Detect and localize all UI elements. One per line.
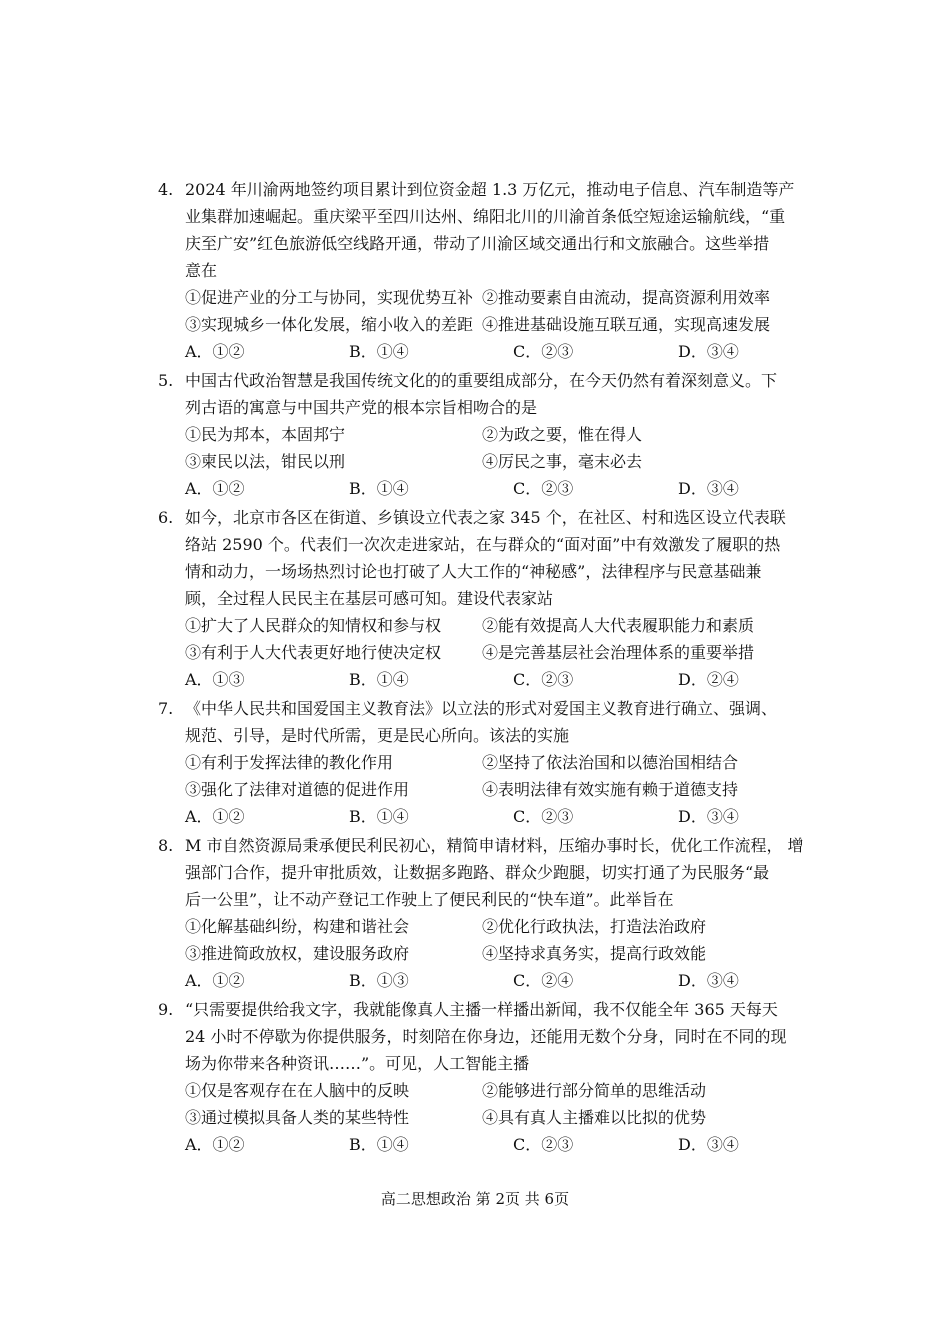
question-number: 8. [158, 836, 174, 855]
answer-choice-d[interactable]: D．③④ [678, 1135, 739, 1154]
statement-row [0, 612, 950, 639]
answer-choice-a[interactable]: A．①② [185, 1135, 245, 1154]
statement-row [0, 913, 950, 940]
question-9 [0, 996, 950, 1158]
page-footer: 高二思想政治 第 2页 共 6页 [380, 1190, 570, 1208]
statement-item: ③强化了法律对道德的促进作用 [185, 780, 410, 799]
statement-item: ①有利于发挥法律的教化作用 [185, 753, 394, 772]
question-text: 24 小时不停歇为你提供服务，时刻陪在你身边，还能用无数个分身，同时在不同的现 [185, 1027, 787, 1046]
statement-item: ②推动要素自由流动，提高资源利用效率 [482, 288, 771, 307]
statement-row [0, 776, 950, 803]
answer-choice-a[interactable]: A．①② [185, 971, 245, 990]
statement-row [0, 448, 950, 475]
question-stem-line [0, 558, 950, 585]
question-text: 络站 2590 个。代表们一次次走进家站，在与群众的“面对面”中有效激发了履职的热 [185, 535, 781, 554]
statement-item: ④推进基础设施互联互通，实现高速发展 [482, 315, 771, 334]
statement-item: ③推进简政放权，建设服务政府 [185, 944, 410, 963]
statement-item: ④具有真人主播难以比拟的优势 [482, 1108, 707, 1127]
question-stem-line [0, 695, 950, 722]
question-5 [0, 367, 950, 502]
question-list [0, 176, 950, 1160]
question-stem-line [0, 996, 950, 1023]
question-number: 6. [158, 508, 174, 527]
statement-row [0, 421, 950, 448]
question-text: 强部门合作，提升审批质效，让数据多跑路、群众少跑腿，切实打通了为民服务“最 [185, 863, 770, 882]
statement-item: ②优化行政执法，打造法治政府 [482, 917, 707, 936]
question-text: 《中华人民共和国爱国主义教育法》以立法的形式对爱国主义教育进行确立、强调、 [185, 699, 778, 718]
question-text: 场为你带来各种资讯……”。可见，人工智能主播 [185, 1054, 530, 1073]
statement-item: ①仅是客观存在在人脑中的反映 [185, 1081, 410, 1100]
answer-choice-d[interactable]: D．③④ [678, 807, 739, 826]
statement-item: ③柬民以法，钳民以刑 [185, 452, 346, 471]
answer-choice-a[interactable]: A．①② [185, 479, 245, 498]
answer-choices [0, 803, 950, 830]
question-text: M 市自然资源局秉承便民利民初心，精简申请材料，压缩办事时长，优化工作流程， 增 [185, 836, 804, 855]
statement-row [0, 749, 950, 776]
answer-choice-d[interactable]: D．③④ [678, 971, 739, 990]
statement-row [0, 284, 950, 311]
question-stem-line [0, 886, 950, 913]
question-stem-line [0, 531, 950, 558]
answer-choice-d[interactable]: D．③④ [678, 342, 739, 361]
statement-row [0, 639, 950, 666]
question-stem-line [0, 859, 950, 886]
statement-item: ④厉民之事，毫末必去 [482, 452, 643, 471]
answer-choice-a[interactable]: A．①③ [185, 670, 245, 689]
question-8 [0, 832, 950, 994]
answer-choice-b[interactable]: B．①③ [349, 971, 409, 990]
answer-choice-c[interactable]: C．②③ [513, 479, 574, 498]
statement-item: ④表明法律有效实施有赖于道德支持 [482, 780, 739, 799]
question-stem-line [0, 1023, 950, 1050]
statement-item: ①促进产业的分工与协同，实现优势互补 [185, 288, 474, 307]
question-6 [0, 504, 950, 693]
question-text: “只需要提供给我文字，我就能像真人主播一样播出新闻，我不仅能全年 365 天每天 [185, 1000, 778, 1019]
answer-choice-b[interactable]: B．①④ [349, 479, 409, 498]
question-text: 中国古代政治智慧是我国传统文化的的重要组成部分，在今天仍然有着深刻意义。下 [185, 371, 778, 390]
question-text: 业集群加速崛起。重庆梁平至四川达州、绵阳北川的川渝首条低空短途运输航线，“重 [185, 207, 786, 226]
question-stem-line [0, 585, 950, 612]
statement-item: ②能有效提高人大代表履职能力和素质 [482, 616, 755, 635]
question-text: 顾，全过程人民民主在基层可感可知。建设代表家站 [185, 589, 554, 608]
question-text: 列古语的寓意与中国共产党的根本宗旨相吻合的是 [185, 398, 538, 417]
answer-choices [0, 1131, 950, 1158]
question-text: 2024 年川渝两地签约项目累计到位资金超 1.3 万亿元，推动电子信息、汽车制造等产 [185, 180, 795, 199]
answer-choice-c[interactable]: C．②③ [513, 807, 574, 826]
question-stem-line [0, 230, 950, 257]
statement-row [0, 1077, 950, 1104]
statement-item: ②能够进行部分简单的思维活动 [482, 1081, 707, 1100]
answer-choice-b[interactable]: B．①④ [349, 342, 409, 361]
question-stem-line [0, 176, 950, 203]
question-number: 9. [158, 1000, 174, 1019]
statement-item: ④坚持求真务实，提高行政效能 [482, 944, 707, 963]
answer-choice-d[interactable]: D．③④ [678, 479, 739, 498]
answer-choices [0, 967, 950, 994]
question-stem-line [0, 504, 950, 531]
statement-row [0, 940, 950, 967]
statement-item: ④是完善基层社会治理体系的重要举措 [482, 643, 755, 662]
question-stem-line [0, 257, 950, 284]
question-stem-line [0, 203, 950, 230]
answer-choice-a[interactable]: A．①② [185, 342, 245, 361]
statement-item: ①民为邦本，本固邦宁 [185, 425, 346, 444]
statement-row [0, 311, 950, 338]
question-stem-line [0, 394, 950, 421]
question-text: 如今，北京市各区在街道、乡镇设立代表之家 345 个，在社区、村和选区设立代表联 [185, 508, 786, 527]
question-text: 后一公里”，让不动产登记工作驶上了便民利民的“快车道”。此举旨在 [185, 890, 674, 909]
statement-item: ③实现城乡一体化发展，缩小收入的差距 [185, 315, 474, 334]
question-4 [0, 176, 950, 365]
answer-choice-b[interactable]: B．①④ [349, 670, 409, 689]
statement-item: ①化解基础纠纷，构建和谐社会 [185, 917, 410, 936]
answer-choice-c[interactable]: C．②④ [513, 971, 574, 990]
answer-choices [0, 338, 950, 365]
question-number: 5. [158, 371, 174, 390]
answer-choice-b[interactable]: B．①④ [349, 1135, 409, 1154]
question-stem-line [0, 722, 950, 749]
statement-item: ②为政之要，惟在得人 [482, 425, 643, 444]
question-stem-line [0, 1050, 950, 1077]
question-text: 规范、引导，是时代所需，更是民心所向。该法的实施 [185, 726, 570, 745]
statement-item: ③通过模拟具备人类的某些特性 [185, 1108, 410, 1127]
answer-choice-b[interactable]: B．①④ [349, 807, 409, 826]
statement-item: ②坚持了依法治国和以德治国相结合 [482, 753, 739, 772]
answer-choice-c[interactable]: C．②③ [513, 342, 574, 361]
answer-choice-a[interactable]: A．①② [185, 807, 245, 826]
answer-choices [0, 666, 950, 693]
question-text: 情和动力，一场场热烈讨论也打破了人大工作的“神秘感”，法律程序与民意基础兼 [185, 562, 762, 581]
answer-choices [0, 475, 950, 502]
question-number: 4. [158, 180, 174, 199]
question-text: 庆至广安”红色旅游低空线路开通，带动了川渝区域交通出行和文旅融合。这些举措 [185, 234, 770, 253]
question-stem-line [0, 832, 950, 859]
question-7 [0, 695, 950, 830]
statement-item: ③有利于人大代表更好地行使决定权 [185, 643, 442, 662]
question-stem-line [0, 367, 950, 394]
statement-row [0, 1104, 950, 1131]
answer-choice-d[interactable]: D．②④ [678, 670, 739, 689]
question-text: 意在 [185, 261, 218, 280]
answer-choice-c[interactable]: C．②③ [513, 1135, 574, 1154]
answer-choice-c[interactable]: C．②③ [513, 670, 574, 689]
statement-item: ①扩大了人民群众的知情权和参与权 [185, 616, 442, 635]
question-number: 7. [158, 699, 174, 718]
